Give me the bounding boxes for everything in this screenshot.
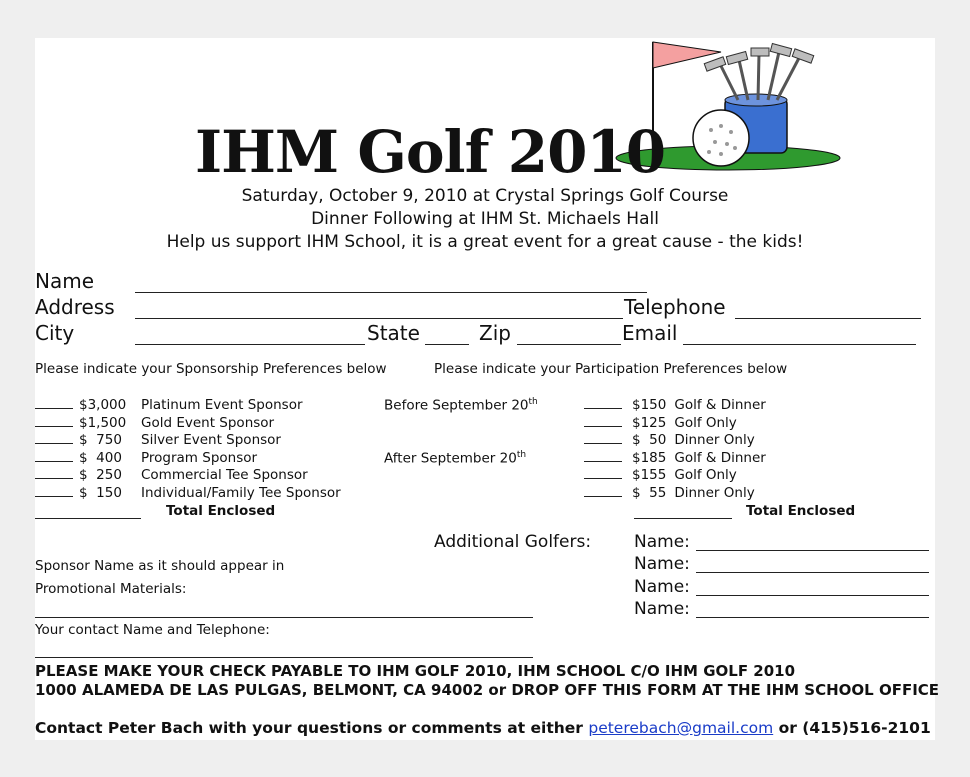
sponsor-row[interactable] — [35, 397, 303, 413]
participation-checkbox-line[interactable] — [584, 408, 622, 409]
promotional-materials-label: Promotional Materials: — [35, 581, 187, 597]
email-label: Email — [622, 321, 678, 345]
city-field[interactable] — [135, 344, 365, 345]
contact-label: Your contact Name and Telephone: — [35, 622, 270, 638]
zip-field[interactable] — [517, 344, 621, 345]
after-date-label — [384, 450, 526, 467]
participation-row[interactable] — [584, 397, 766, 413]
address-label: Address — [35, 295, 115, 319]
golfer-name-label: Name: — [634, 599, 690, 619]
sponsor-row[interactable] — [35, 432, 281, 448]
participation-total-label: Total Enclosed — [746, 503, 856, 519]
support-line: Help us support IHM School, it is a great event for a great cause - the kids! — [166, 232, 804, 252]
participation-option: Golf Only — [674, 467, 737, 483]
participation-row[interactable] — [584, 485, 755, 501]
registration-form — [35, 38, 940, 740]
participation-option: Golf Only — [674, 415, 737, 431]
sponsor-checkbox-line[interactable] — [35, 426, 73, 427]
additional-golfers-label: Additional Golfers: — [434, 532, 592, 552]
participation-amount: $155 — [632, 467, 667, 483]
sponsor-row[interactable] — [35, 467, 308, 483]
participation-checkbox-line[interactable] — [584, 478, 622, 479]
sponsor-level: Silver Event Sponsor — [141, 432, 281, 448]
golfer-name-field[interactable] — [696, 572, 929, 573]
zip-label: Zip — [479, 321, 511, 345]
sponsor-row[interactable] — [35, 450, 257, 466]
participation-option: Golf & Dinner — [674, 397, 766, 413]
sponsor-amount: $1,500 — [79, 415, 127, 431]
after-date-text: After September 20 — [384, 450, 517, 467]
participation-checkbox-line[interactable] — [584, 443, 622, 444]
golfer-name-label: Name: — [634, 554, 690, 574]
sponsorship-heading: Please indicate your Sponsorship Preferences below — [35, 361, 387, 377]
sponsor-amount: $ 750 — [79, 432, 122, 448]
sponsor-checkbox-line[interactable] — [35, 496, 73, 497]
sponsor-amount: $ 250 — [79, 467, 122, 483]
event-date-line: Saturday, October 9, 2010 at Crystal Springs Golf Course — [241, 186, 729, 206]
ordinal-suffix: th — [528, 397, 538, 407]
name-label: Name — [35, 269, 95, 293]
golfer-name-field[interactable] — [696, 550, 929, 551]
dinner-line: Dinner Following at IHM St. Michaels Hall — [311, 209, 659, 229]
address-field[interactable] — [135, 318, 623, 319]
participation-checkbox-line[interactable] — [584, 426, 622, 427]
name-field[interactable] — [135, 292, 647, 293]
participation-total-field[interactable] — [634, 518, 732, 519]
participation-option: Dinner Only — [674, 432, 755, 448]
sponsor-checkbox-line[interactable] — [35, 443, 73, 444]
participation-row[interactable] — [584, 450, 766, 466]
sponsor-checkbox-line[interactable] — [35, 408, 73, 409]
sponsor-row[interactable] — [35, 415, 274, 431]
payment-instructions: PLEASE MAKE YOUR CHECK PAYABLE TO IHM GOLF 2010, IHM SCHOOL C/O IHM GOLF 2010 — [35, 662, 796, 680]
sponsor-amount: $ 150 — [79, 485, 122, 501]
contact-footer — [35, 719, 931, 737]
sponsor-total-label: Total Enclosed — [166, 503, 276, 519]
before-date-text: Before September 20 — [384, 397, 529, 414]
sponsor-checkbox-line[interactable] — [35, 478, 73, 479]
sponsor-level: Program Sponsor — [141, 450, 258, 466]
sponsor-level: Individual/Family Tee Sponsor — [141, 485, 341, 501]
telephone-label: Telephone — [624, 295, 726, 319]
payment-address: 1000 ALAMEDA DE LAS PULGAS, BELMONT, CA 94002 or DROP OFF THIS FORM AT THE IHM SCHOOL OFFICE — [35, 681, 940, 699]
participation-row[interactable] — [584, 415, 737, 431]
participation-amount: $185 — [632, 450, 667, 466]
before-date-label — [384, 397, 538, 414]
participation-row[interactable] — [584, 467, 737, 483]
sponsor-amount: $ 400 — [79, 450, 122, 466]
sponsor-row[interactable] — [35, 485, 341, 501]
golfer-name-field[interactable] — [696, 617, 929, 618]
state-label: State — [367, 321, 420, 345]
telephone-field[interactable] — [735, 318, 921, 319]
state-field[interactable] — [425, 344, 469, 345]
participation-checkbox-line[interactable] — [584, 461, 622, 462]
footer-phone: or (415)516-2101 — [778, 719, 931, 737]
email-link[interactable]: peterebach@gmail.com — [588, 719, 774, 737]
email-field[interactable] — [683, 344, 916, 345]
footer-prefix: Contact Peter Bach with your questions or comments at either — [35, 719, 583, 737]
page-title: IHM Golf 2010 — [195, 118, 666, 186]
participation-amount: $ 50 — [632, 432, 667, 448]
participation-option: Golf & Dinner — [674, 450, 766, 466]
golfer-name-field[interactable] — [696, 595, 929, 596]
sponsor-level: Gold Event Sponsor — [141, 415, 275, 431]
participation-row[interactable] — [584, 432, 755, 448]
golfer-name-label: Name: — [634, 577, 690, 597]
participation-checkbox-line[interactable] — [584, 496, 622, 497]
sponsor-name-label: Sponsor Name as it should appear in — [35, 558, 285, 574]
city-label: City — [35, 321, 75, 345]
sponsor-level: Platinum Event Sponsor — [141, 397, 303, 413]
sponsor-checkbox-line[interactable] — [35, 461, 73, 462]
contact-field[interactable] — [35, 657, 533, 658]
sponsor-amount: $3,000 — [79, 397, 127, 413]
participation-heading: Please indicate your Participation Preferences below — [434, 361, 788, 377]
participation-amount: $ 55 — [632, 485, 667, 501]
participation-amount: $125 — [632, 415, 667, 431]
participation-amount: $150 — [632, 397, 667, 413]
sponsor-total-field[interactable] — [35, 518, 141, 519]
sponsor-name-field[interactable] — [35, 617, 533, 618]
sponsor-level: Commercial Tee Sponsor — [141, 467, 308, 483]
golfer-name-label: Name: — [634, 532, 690, 552]
ordinal-suffix: th — [516, 450, 527, 460]
participation-option: Dinner Only — [674, 485, 755, 501]
